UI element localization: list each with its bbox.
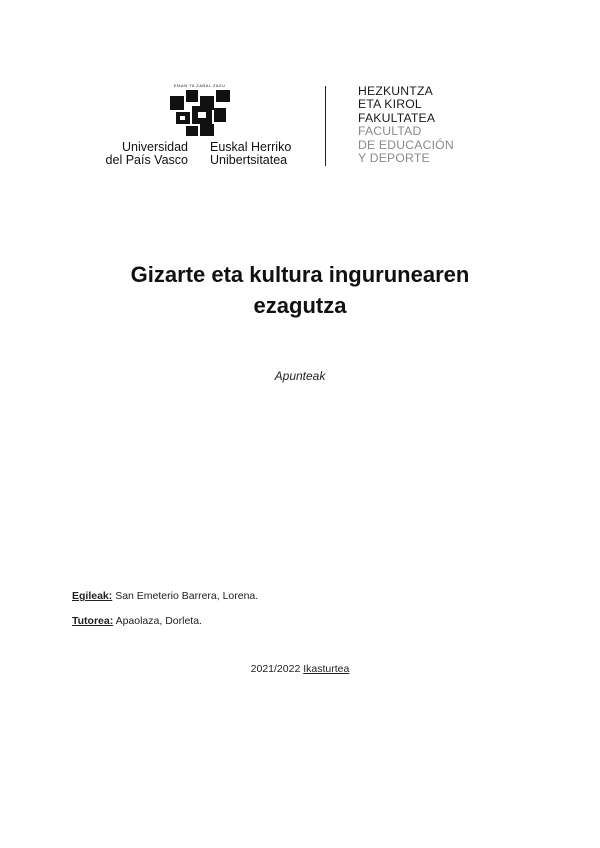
university-eu-line2: Unibertsitatea xyxy=(210,153,288,167)
university-eu-line1: Euskal Herriko xyxy=(210,140,292,154)
tutor-row xyxy=(72,615,202,627)
year-word: Ikasturtea xyxy=(303,663,350,675)
faculty-es-line3: Y DEPORTE xyxy=(358,151,430,166)
university-name-es xyxy=(100,141,188,167)
academic-year xyxy=(0,663,600,675)
faculty-eu-line2: ETA KIROL xyxy=(358,97,422,112)
title-line-1: Gizarte eta kultura ingurunearen xyxy=(130,262,470,287)
authors-value: San Emeterio Barrera, Lorena. xyxy=(112,590,259,602)
authors-row xyxy=(72,590,258,602)
authors-label: Egileak: xyxy=(72,590,113,602)
faculty-eu-line3: FAKULTATEA xyxy=(358,110,436,125)
university-name-eu xyxy=(210,141,291,167)
faculty-es-line2: DE EDUCACIÓN xyxy=(358,137,454,152)
tutor-value: Apaolaza, Dorleta. xyxy=(113,615,202,627)
faculty-name xyxy=(358,85,454,165)
header-divider xyxy=(325,86,326,166)
year-value: 2021/2022 xyxy=(250,663,304,675)
faculty-eu-line1: HEZKUNTZA xyxy=(358,84,433,98)
university-emblem-icon xyxy=(170,90,234,143)
title-line-2: ezagutza xyxy=(253,293,347,318)
document-subtitle: Apunteak xyxy=(274,369,326,383)
university-es-line1: Universidad xyxy=(121,140,188,154)
tutor-label: Tutorea: xyxy=(72,615,114,627)
faculty-es-line1: FACULTAD xyxy=(358,124,422,139)
university-es-line2: del País Vasco xyxy=(105,153,188,167)
university-motto: EMAN TA ZABAL ZAZU xyxy=(174,83,226,88)
document-title xyxy=(0,259,600,321)
